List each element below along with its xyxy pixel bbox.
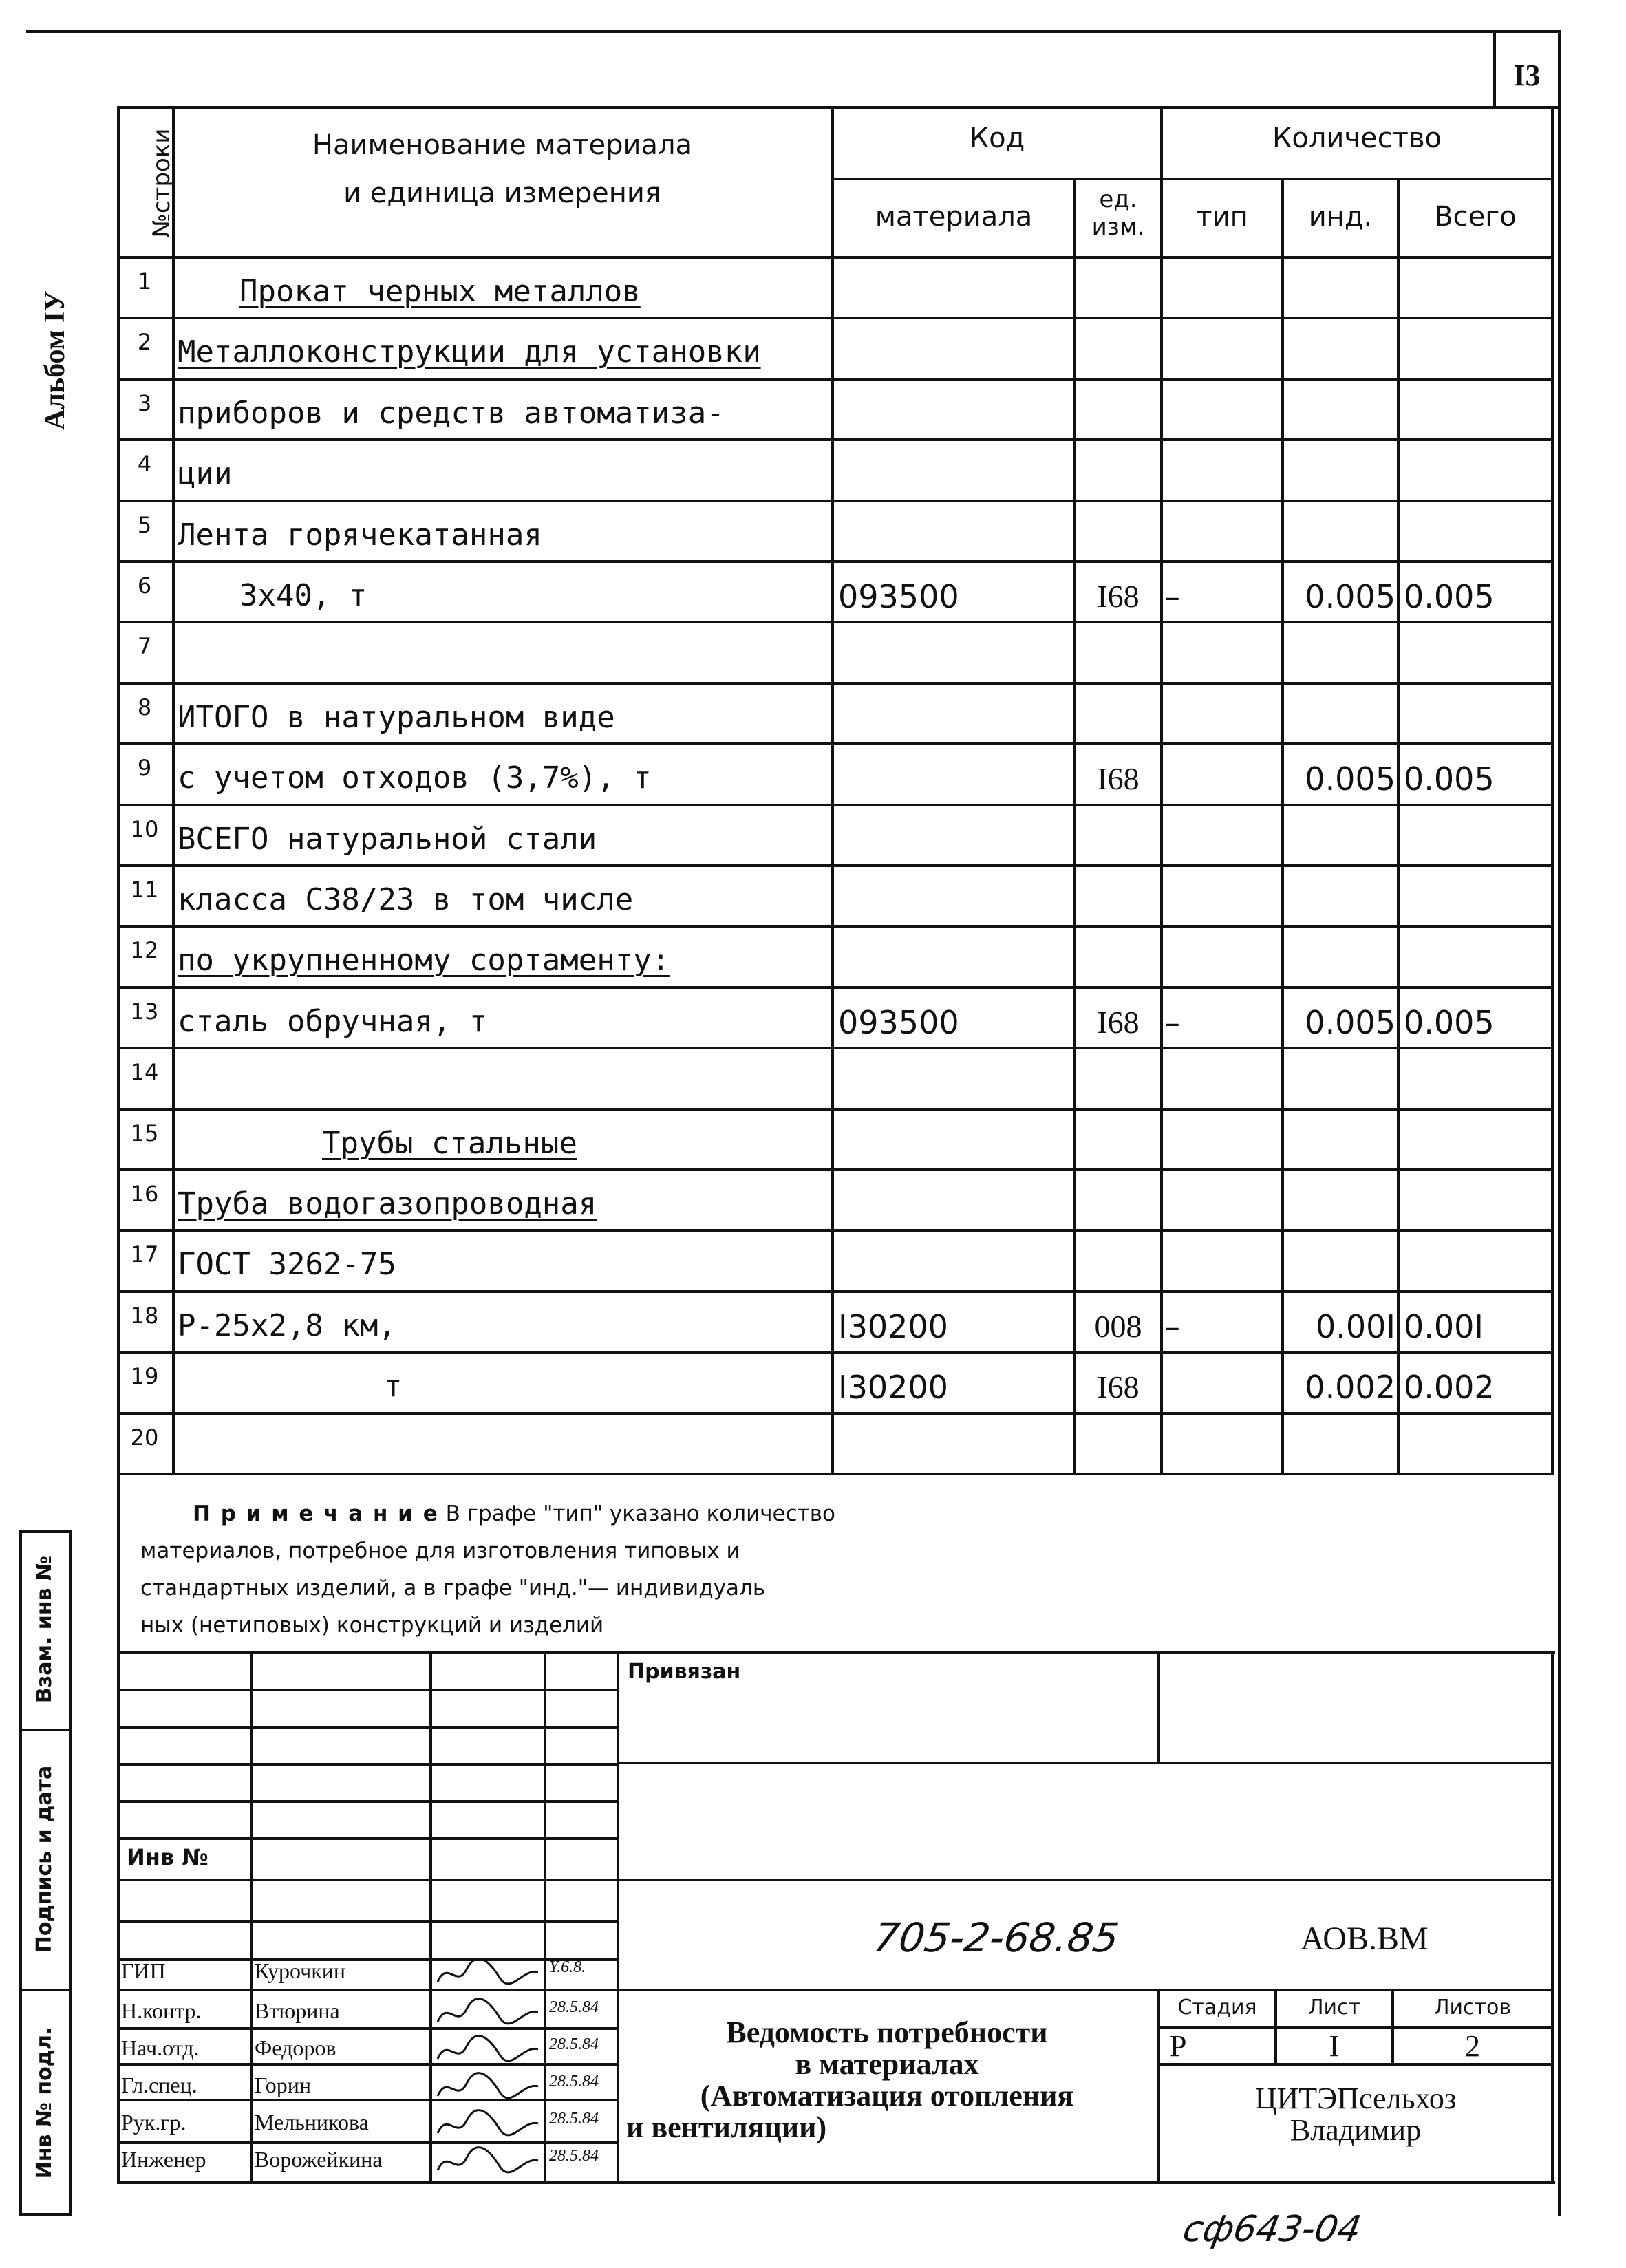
row-number: 4 — [137, 451, 152, 477]
note-label: П р и м е ч а н и е — [193, 1501, 439, 1526]
col-header-name-line1: Наименование материала — [312, 129, 693, 161]
row-number: 6 — [137, 573, 152, 599]
row-line — [117, 1168, 1554, 1171]
row-ind: 0.005 — [1305, 578, 1395, 615]
row-number: 12 — [130, 937, 159, 963]
sheets-value: 2 — [1465, 2029, 1480, 2063]
title-block-row-line — [117, 1879, 619, 1881]
col-header-code: Код — [969, 122, 1025, 154]
title-block-row-line — [117, 1989, 619, 1991]
doc-code-handwritten: 705-2-68.85 — [870, 1914, 1122, 1961]
row-line — [117, 560, 1554, 563]
row-total: 0.005 — [1404, 760, 1495, 798]
row-name: приборов и средств автоматиза- — [178, 396, 725, 431]
sheet-title-line4: и вентиляции) — [626, 2110, 827, 2144]
col-header-code-material: материала — [875, 201, 1033, 233]
row-line — [117, 1473, 1554, 1475]
row-number: 18 — [130, 1303, 159, 1329]
row-line — [117, 1290, 1554, 1293]
sheet-title-line2: в материалах — [795, 2047, 979, 2081]
title-block-row-line — [117, 1763, 619, 1766]
side-strip-bottom — [19, 2213, 72, 2216]
tb-v-name — [429, 1651, 432, 2181]
row-number: 13 — [130, 998, 159, 1025]
signer-name: Горин — [255, 2073, 311, 2097]
row-line — [117, 925, 1554, 928]
signer-date: 28.5.84 — [549, 2073, 599, 2090]
sheet-value: I — [1329, 2029, 1340, 2063]
row-line — [117, 864, 1554, 867]
row-number: 3 — [137, 390, 152, 416]
col-header-code-unit: ед. изм. — [1091, 186, 1145, 241]
row-name: Р-25х2,8 км, — [178, 1308, 396, 1343]
tb-top — [117, 1651, 1555, 1654]
title-block-row-line — [117, 1920, 619, 1923]
col-header-qty-ind: инд. — [1308, 201, 1373, 233]
signer-role: ГИП — [121, 1958, 166, 1983]
row-number: 1 — [137, 268, 152, 295]
row-number: 11 — [130, 877, 159, 903]
tb-bottom — [117, 2181, 1555, 2184]
row-name: Прокат черных металлов — [239, 274, 641, 309]
col-header-qty-total: Всего — [1434, 201, 1517, 233]
tb-h-main — [617, 1989, 1554, 1991]
signer-role: Инженер — [121, 2147, 206, 2172]
side-strip-div2 — [19, 1989, 72, 1991]
row-line — [117, 317, 1554, 319]
row-line — [117, 986, 1554, 989]
signer-name: Мельникова — [255, 2110, 369, 2135]
side-label-vzam-inv: Взам. инв № — [32, 1555, 56, 1704]
row-type: – — [1164, 1004, 1180, 1041]
row-line — [117, 1229, 1554, 1232]
signer-name: Втюрина — [255, 1998, 340, 2023]
album-label: Альбом IУ — [39, 290, 71, 430]
row-line — [117, 621, 1554, 623]
col-header-row-no: №строки — [148, 128, 175, 238]
title-block-row-line — [117, 2063, 619, 2066]
signature-scribble — [434, 1994, 544, 2031]
signer-date: Y.6.8. — [549, 1958, 586, 1976]
row-name: по укрупненному сортаменту: — [178, 943, 670, 978]
org-line1: ЦИТЭПсельхоз — [1254, 2082, 1457, 2115]
row-name: Трубы стальные — [322, 1126, 577, 1161]
stage-label: Стадия — [1177, 1996, 1257, 2020]
col-line-ind — [1397, 178, 1400, 1475]
row-number: 20 — [130, 1424, 159, 1451]
col-line-type — [1281, 178, 1284, 1475]
side-strip-left — [19, 1530, 22, 2216]
side-label-podpis-data: Подпись и дата — [32, 1765, 56, 1954]
row-code: I30200 — [838, 1308, 948, 1345]
row-name: т — [384, 1369, 403, 1404]
row-ind: 0.00I — [1316, 1308, 1395, 1345]
row-number: 10 — [130, 816, 159, 842]
row-line — [117, 1412, 1554, 1415]
note-line1 — [193, 1501, 835, 1526]
signature-scribble — [434, 2143, 544, 2180]
stage-value: Р — [1170, 2029, 1187, 2063]
col-line-unit — [1160, 106, 1163, 1475]
bottom-handwritten-code: сф643-04 — [1179, 2209, 1365, 2250]
row-total: 0.005 — [1404, 578, 1495, 615]
col-line-code — [1073, 178, 1076, 1475]
col-header-name-line2: и единица измерения — [343, 178, 661, 209]
row-code: 093500 — [838, 1004, 959, 1041]
note-line3: стандартных изделий, а в графе "инд."— индивидуаль — [140, 1576, 766, 1601]
row-line — [117, 378, 1554, 381]
sheets-label: Листов — [1433, 1996, 1512, 2020]
row-number: 19 — [130, 1363, 159, 1389]
row-name: сталь обручная, т — [178, 1004, 488, 1039]
row-number: 17 — [130, 1241, 159, 1267]
col-line-name — [831, 106, 834, 1475]
row-ind: 0.005 — [1305, 1004, 1395, 1041]
title-block-row-line — [117, 2099, 619, 2101]
signer-date: 28.5.84 — [549, 2035, 599, 2053]
row-number: 7 — [137, 633, 152, 659]
table-right-border — [1551, 106, 1554, 1475]
row-number: 14 — [130, 1059, 159, 1085]
signature-scribble — [434, 1954, 544, 1991]
title-block-row-line — [117, 1726, 619, 1729]
row-number: 8 — [137, 694, 152, 720]
row-number: 9 — [137, 755, 152, 781]
row-line — [117, 682, 1554, 685]
top-border — [26, 30, 1561, 33]
row-ind: 0.005 — [1305, 760, 1395, 798]
col-header-quantity: Количество — [1272, 122, 1442, 154]
signer-name: Курочкин — [255, 1958, 345, 1983]
tb-right — [1551, 1651, 1554, 2181]
signer-name: Федоров — [255, 2035, 336, 2060]
row-line — [117, 742, 1554, 745]
signer-date: 28.5.84 — [549, 2110, 599, 2128]
inv-no-label: Инв № — [127, 1844, 208, 1870]
row-line — [117, 500, 1554, 502]
row-line — [117, 804, 1554, 806]
row-name: с учетом отходов (3,7%), т — [178, 760, 652, 795]
tb-v-privyazan — [1157, 1651, 1160, 1762]
row-total: 0.002 — [1404, 1369, 1495, 1406]
header-bottom — [117, 256, 1554, 259]
sheet-label: Лист — [1307, 1996, 1361, 2020]
sheet-title-line1: Ведомость потребности — [726, 2015, 1048, 2049]
signer-role: Н.контр. — [121, 1998, 202, 2023]
side-strip-right — [69, 1530, 72, 2216]
signer-date: 28.5.84 — [549, 1998, 599, 2016]
signer-name: Ворожейкина — [255, 2147, 383, 2172]
row-name: Труба водогазопроводная — [178, 1186, 597, 1221]
row-code: I30200 — [838, 1369, 948, 1406]
org-line2: Владимир — [1290, 2113, 1422, 2147]
tb-h-inv — [617, 1879, 1554, 1881]
signer-role: Нач.отд. — [121, 2035, 200, 2060]
title-block-row-line — [117, 2027, 619, 2030]
row-total: 0.005 — [1404, 1004, 1495, 1041]
note-text-1: В графе "тип" указано количество — [445, 1501, 835, 1526]
tb-h-privyazan — [617, 1762, 1554, 1764]
row-number: 2 — [137, 329, 152, 355]
signature-scribble — [434, 2031, 544, 2068]
row-name: ции — [178, 456, 233, 491]
row-ind: 0.002 — [1305, 1369, 1395, 1406]
table-top-border — [117, 106, 1561, 109]
sheet-title-line3: (Автоматизация отопления — [700, 2079, 1074, 2112]
row-name: ВСЕГО натуральной стали — [178, 822, 597, 857]
row-name: класса С38/23 в том числе — [178, 882, 634, 917]
row-name: Металлоконструкции для установки — [178, 334, 761, 370]
title-block-row-line — [117, 2141, 619, 2144]
note-line2: материалов, потребное для изготовления типовых и — [140, 1539, 740, 1563]
row-number: 16 — [130, 1181, 159, 1207]
title-block-row-line — [117, 1689, 619, 1691]
row-name: Лента горячекатанная — [178, 517, 542, 553]
row-number: 5 — [137, 512, 152, 538]
col-header-qty-type: тип — [1196, 201, 1248, 233]
row-name: 3х40, т — [239, 578, 367, 613]
title-block-row-line — [117, 1800, 619, 1803]
header-subline — [831, 178, 1554, 180]
signer-role: Рук.гр. — [121, 2110, 186, 2135]
col-line-rowno — [172, 106, 175, 1475]
row-line — [117, 438, 1554, 441]
row-unit: I68 — [1097, 1369, 1140, 1404]
row-total: 0.00I — [1404, 1308, 1484, 1345]
title-block-row-line — [117, 1837, 619, 1840]
row-number: 15 — [130, 1120, 159, 1146]
signer-role: Гл.спец. — [121, 2073, 197, 2097]
signer-date: 28.5.84 — [549, 2147, 599, 2165]
signature-scribble — [434, 2068, 544, 2106]
page-number: I3 — [1513, 58, 1541, 92]
side-label-inv-podl: Инв № подл. — [32, 2026, 56, 2179]
tb-v-role — [250, 1651, 253, 2181]
row-line — [117, 1047, 1554, 1049]
right-border — [1558, 30, 1561, 2216]
tb-v-sign — [544, 1651, 546, 2181]
row-name: ГОСТ 3262-75 — [178, 1247, 396, 1282]
row-unit: I68 — [1097, 579, 1140, 614]
signature-scribble — [434, 2106, 544, 2143]
row-name: ИТОГО в натуральном виде — [178, 700, 615, 735]
row-code: 093500 — [838, 578, 959, 615]
row-unit: I68 — [1097, 761, 1140, 796]
note-line4: ных (нетиповых) конструкций и изделий — [140, 1613, 604, 1638]
row-type: – — [1164, 1308, 1180, 1345]
privyazan-label: Привязан — [628, 1660, 741, 1684]
row-line — [117, 1108, 1554, 1111]
row-unit: I68 — [1097, 1005, 1140, 1040]
doc-code-suffix: АОВ.ВМ — [1301, 1921, 1429, 1957]
row-type: – — [1164, 578, 1180, 615]
row-line — [117, 1351, 1554, 1354]
row-unit: 008 — [1094, 1309, 1142, 1344]
